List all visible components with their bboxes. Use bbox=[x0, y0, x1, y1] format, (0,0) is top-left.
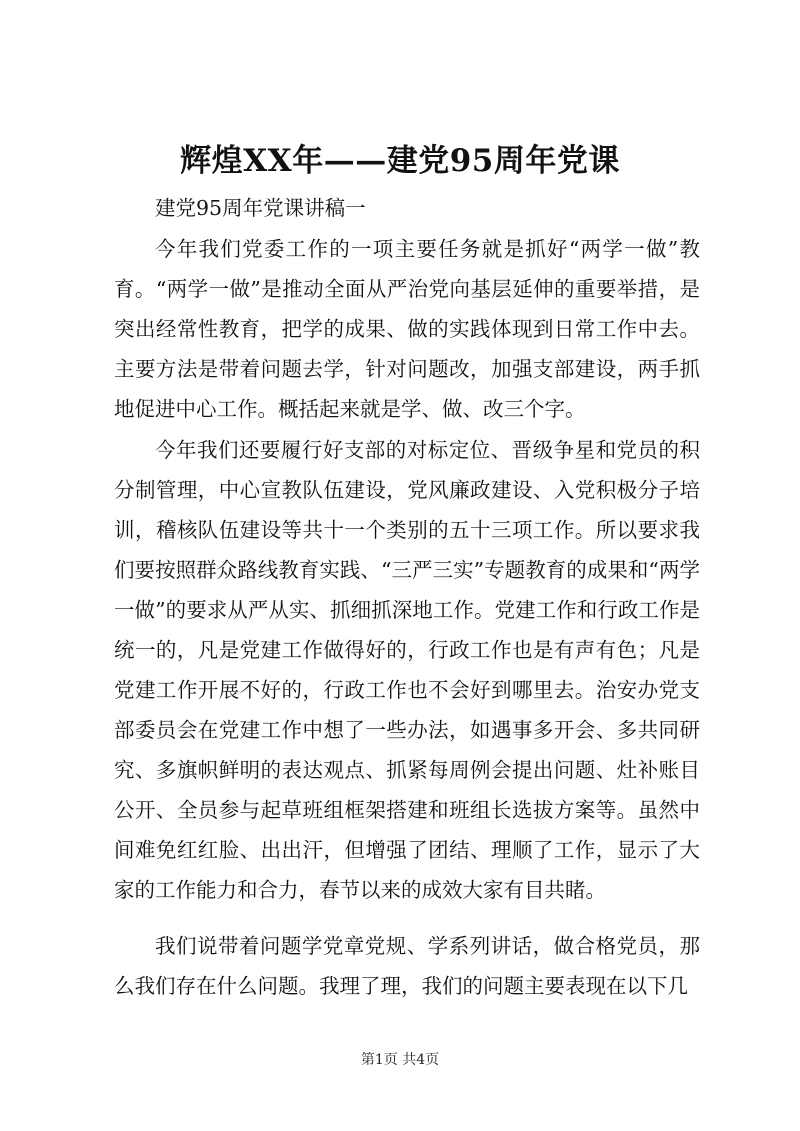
paragraph-2: 今年我们还要履行好支部的对标定位、晋级争星和党员的积分制管理，中心宣教队伍建设，党风廉政建设、入党积极分子培训，稽核队伍建设等共十一个类别的五十三项工作。所以要求我们要按照群众路线教育实践、“三严三实”专题教育的成果和“两学一做”的要求从严从实、抓细抓深地工作。党建工作和行政工作是统一的，凡是党建工作做得好的，行政工作也是有声有色；凡是党建工作开展不好的，行政工作也不会好到哪里去。治安办党支部委员会在党建工作中想了一些办法，如遇事多开会、多共同研究、多旗帜鲜明的表达观点、抓紧每周例会提出问题、灶补账目公开、全员参与起草班组框架搭建和班组长选拔方案等。虽然中间难免红红脸、出出汗，但增强了团结、理顺了工作，显示了大家的工作能力和合力，春节以来的成效大家有目共睹。 bbox=[114, 438, 700, 902]
document-title: 辉煌XX年——建党95周年党课 bbox=[180, 143, 620, 179]
document-subheading: 建党95周年党课讲稿一 bbox=[155, 196, 366, 220]
document-body bbox=[114, 188, 700, 1006]
paragraph-3: 我们说带着问题学党章党规、学系列讲话，做合格党员，那么我们存在什么问题。我理了理，我们的问题主要表现在以下几 bbox=[114, 934, 700, 998]
page-number-footer: 第1页 共4页 bbox=[360, 1052, 440, 1068]
paragraph-1: 今年我们党委工作的一项主要任务就是抓好“两学一做”教育。“两学一做”是推动全面从严治党向基层延伸的重要举措，是突出经常性教育，把学的成果、做的实践体现到日常工作中去。主要方法是带着问题去学，针对问题改，加强支部建设，两手抓地促进中心工作。概括起来就是学、做、改三个字。 bbox=[114, 237, 700, 421]
